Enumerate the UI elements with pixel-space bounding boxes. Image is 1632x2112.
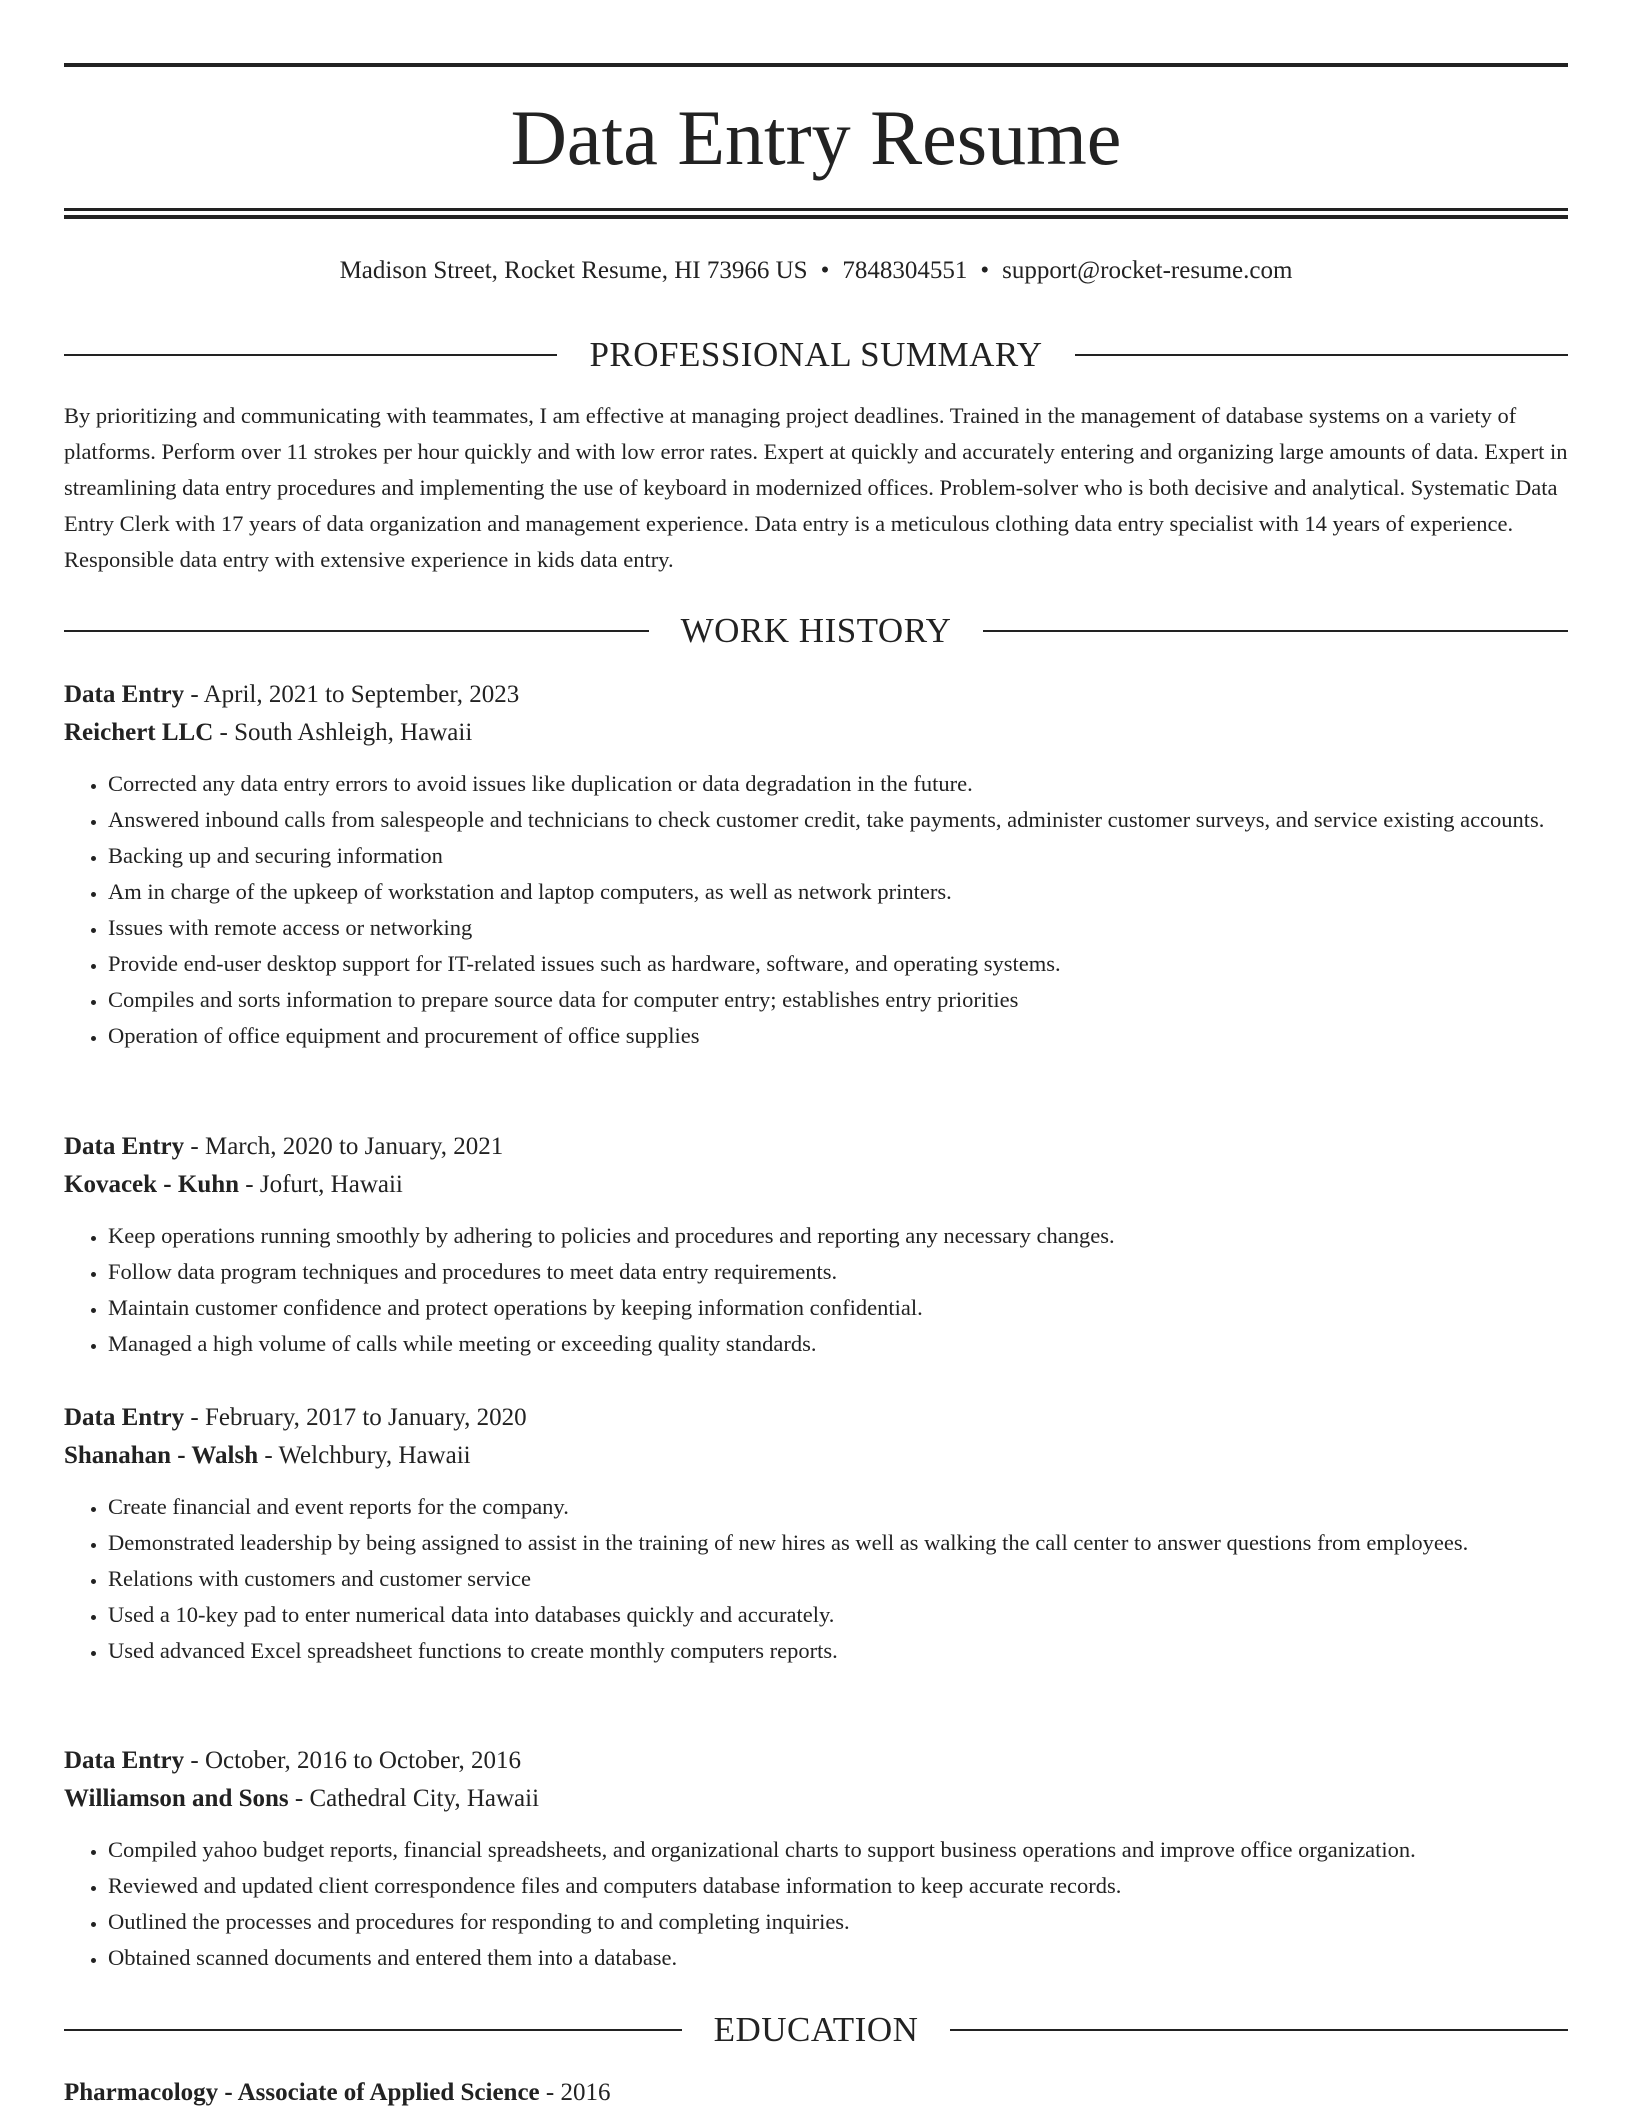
job-company: Williamson and Sons: [64, 1785, 289, 1812]
title-rule-lower: [64, 215, 1568, 219]
heading-rule: [1075, 354, 1568, 356]
job-location: - South Ashleigh, Hawaii: [213, 719, 473, 746]
job-bullet: • Maintain customer confidence and protect operations by keeping information confidential.: [108, 1290, 1568, 1326]
job-entry: [64, 1399, 1568, 1669]
job-dates: - February, 2017 to January, 2020: [184, 1404, 527, 1431]
job-company: Kovacek - Kuhn: [64, 1171, 240, 1198]
heading-rule: [64, 2029, 682, 2031]
top-rule: [64, 63, 1568, 67]
job-bullet: • Relations with customers and customer service: [108, 1561, 1568, 1597]
job-bullet: • Provide end-user desktop support for IT-related issues such as hardware, software, and operating systems.: [108, 946, 1568, 982]
job-title: Data Entry: [64, 681, 185, 708]
job-dates: - October, 2016 to October, 2016: [184, 1747, 521, 1774]
section-title-education: EDUCATION: [713, 2010, 919, 2049]
job-bullets: [64, 1832, 1568, 1976]
job-bullet: • Managed a high volume of calls while meeting or exceeding quality standards.: [108, 1326, 1568, 1362]
job-dates: - March, 2020 to January, 2021: [184, 1133, 504, 1160]
job-location: - Cathedral City, Hawaii: [288, 1785, 540, 1812]
job-bullet: • Operation of office equipment and procurement of office supplies: [108, 1018, 1568, 1054]
job-bullets: [64, 1218, 1568, 1362]
heading-rule: [64, 354, 557, 356]
section-title-work: WORK HISTORY: [680, 611, 952, 650]
contact-line: [64, 254, 1568, 288]
job-bullet: • Answered inbound calls from salespeople and technicians to check customer credit, take payments, administer customer surveys, and service existing accounts.: [108, 802, 1568, 838]
summary-text: By prioritizing and communicating with teammates, I am effective at managing project deadlines. Trained in the management of database systems on a variety of platforms. Perform over 11 strokes per hour quickly and with low error rates. Expert at quickly and accurately entering and organizing large amounts of data. Expert in streamlining data entry procedures and implementing the use of keyboard in modernized offices. Problem-solver who is both decisive and analytical. Systematic Data Entry Clerk with 17 years of data organization and management experience. Data entry is a meticulous clothing data entry specialist with 14 years of experience. Responsible data entry with extensive experience in kids data entry.: [64, 403, 1568, 572]
resume-title: Data Entry Resume: [510, 94, 1122, 181]
job-company-line: [64, 1437, 1568, 1475]
section-heading-work: [64, 611, 1568, 651]
job-bullet: • Compiled yahoo budget reports, financial spreadsheets, and organizational charts to support business operations and improve office organization.: [108, 1832, 1568, 1868]
job-bullet: • Demonstrated leadership by being assigned to assist in the training of new hires as well as walking the call center to answer questions from employees.: [108, 1525, 1568, 1561]
job-bullet: • Reviewed and updated client correspondence files and computers database information to keep accurate records.: [108, 1868, 1568, 1904]
job-title: Data Entry: [64, 1133, 185, 1160]
job-bullets: [64, 1489, 1568, 1669]
job-bullet: • Used a 10-key pad to enter numerical data into databases quickly and accurately.: [108, 1597, 1568, 1633]
job-company-line: [64, 1780, 1568, 1818]
education-entry: [64, 2074, 1568, 2112]
job-company-line: [64, 714, 1568, 752]
job-entry: [64, 676, 1568, 1054]
section-heading-summary: [64, 335, 1568, 375]
heading-rule: [983, 630, 1568, 632]
contact-address: Madison Street, Rocket Resume, HI 73966 US: [339, 257, 808, 284]
job-bullet: • Issues with remote access or networking: [108, 910, 1568, 946]
job-title-line: [64, 676, 1568, 714]
job-company-line: [64, 1166, 1568, 1204]
section-title-summary: PROFESSIONAL SUMMARY: [589, 335, 1043, 374]
heading-rule: [950, 2029, 1568, 2031]
job-bullet: • Outlined the processes and procedures for responding to and completing inquiries.: [108, 1904, 1568, 1940]
job-bullet: • Am in charge of the upkeep of workstation and laptop computers, as well as network printers.: [108, 874, 1568, 910]
job-bullet: • Obtained scanned documents and entered them into a database.: [108, 1940, 1568, 1976]
job-bullets: [64, 766, 1568, 1054]
contact-phone: 7848304551: [842, 257, 968, 284]
education-degree: Pharmacology - Associate of Applied Science: [64, 2079, 540, 2106]
job-bullet: • Follow data program techniques and procedures to meet data entry requirements.: [108, 1254, 1568, 1290]
job-bullet: • Backing up and securing information: [108, 838, 1568, 874]
heading-rule: [64, 630, 649, 632]
job-bullet: • Keep operations running smoothly by adhering to policies and procedures and reporting any necessary changes.: [108, 1218, 1568, 1254]
education-year: - 2016: [539, 2079, 611, 2106]
job-entry: [64, 1128, 1568, 1362]
job-dates: - April, 2021 to September, 2023: [184, 681, 520, 708]
section-heading-education: [64, 2010, 1568, 2050]
job-title-line: [64, 1399, 1568, 1437]
title-rule-upper: [64, 208, 1568, 211]
job-bullet: • Create financial and event reports for the company.: [108, 1489, 1568, 1525]
contact-email: support@rocket-resume.com: [1002, 257, 1293, 284]
job-bullet: • Compiles and sorts information to prepare source data for computer entry; establishes entry priorities: [108, 982, 1568, 1018]
job-location: - Jofurt, Hawaii: [239, 1171, 403, 1198]
job-entry: [64, 1742, 1568, 1976]
job-location: - Welchbury, Hawaii: [258, 1442, 471, 1469]
job-bullet: • Used advanced Excel spreadsheet functions to create monthly computers reports.: [108, 1633, 1568, 1669]
contact-separator: •: [980, 257, 990, 284]
job-title-line: [64, 1742, 1568, 1780]
job-title: Data Entry: [64, 1747, 185, 1774]
job-title: Data Entry: [64, 1404, 185, 1431]
contact-separator: •: [820, 257, 830, 284]
job-bullet: • Corrected any data entry errors to avoid issues like duplication or data degradation in the future.: [108, 766, 1568, 802]
job-company: Shanahan - Walsh: [64, 1442, 259, 1469]
job-title-line: [64, 1128, 1568, 1166]
job-company: Reichert LLC: [64, 719, 214, 746]
